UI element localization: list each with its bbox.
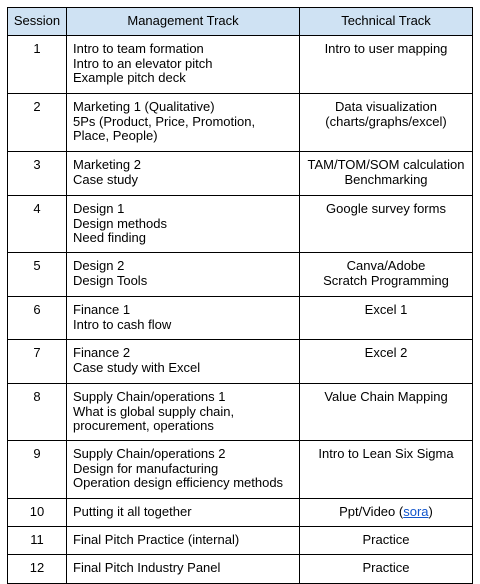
technical-cell xyxy=(300,555,473,584)
table-row xyxy=(8,441,473,499)
management-line: Case study with Excel xyxy=(73,359,201,375)
technical-cell xyxy=(300,499,473,527)
session-column-header: Session xyxy=(8,8,67,36)
technical-line: Intro to Lean Six Sigma xyxy=(318,446,454,461)
management-line: Marketing 1 (Qualitative) xyxy=(73,99,215,114)
session-number: 5 xyxy=(8,253,67,297)
schedule-sheet xyxy=(7,7,472,584)
technical-cell xyxy=(300,253,473,297)
management-track-column-header: Management Track xyxy=(67,8,300,36)
technical-line: Excel 2 xyxy=(364,345,408,360)
management-line: Design Tools xyxy=(73,272,148,288)
management-line: Need finding xyxy=(73,230,146,246)
technical-suffix: ) xyxy=(428,504,433,519)
management-cell xyxy=(67,340,300,384)
technical-line: Scratch Programming xyxy=(323,272,449,288)
sora-link[interactable]: sora xyxy=(403,504,429,519)
session-number: 12 xyxy=(8,555,67,584)
management-line: Supply Chain/operations 2 xyxy=(73,446,226,461)
management-line: Finance 2 xyxy=(73,345,131,360)
management-line: Design 2 xyxy=(73,258,125,273)
management-line: Intro to cash flow xyxy=(73,316,172,332)
management-line: 5Ps (Product, Price, Promotion, xyxy=(73,113,256,129)
technical-line: Value Chain Mapping xyxy=(324,389,448,404)
technical-line: Data visualization xyxy=(335,99,437,114)
table-row xyxy=(8,253,473,297)
management-line: Design 1 xyxy=(73,201,125,216)
management-cell xyxy=(67,253,300,297)
technical-cell xyxy=(300,527,473,555)
technical-cell xyxy=(300,340,473,384)
table-row xyxy=(8,527,473,555)
management-line: Final Pitch Practice (internal) xyxy=(73,532,240,547)
table-row xyxy=(8,94,473,152)
management-line: procurement, operations xyxy=(73,418,214,434)
session-number: 1 xyxy=(8,36,67,94)
technical-cell xyxy=(300,152,473,196)
management-line: Design for manufacturing xyxy=(73,460,219,476)
management-line: Finance 1 xyxy=(73,302,131,317)
table-row xyxy=(8,297,473,340)
management-line: Supply Chain/operations 1 xyxy=(73,389,226,404)
management-line: Putting it all together xyxy=(73,504,192,519)
table-row xyxy=(8,340,473,384)
management-cell xyxy=(67,94,300,152)
table-body xyxy=(8,36,473,584)
session-number: 10 xyxy=(8,499,67,527)
technical-line: Practice xyxy=(362,532,410,547)
technical-cell xyxy=(300,384,473,441)
table-row xyxy=(8,384,473,441)
management-line: Intro to team formation xyxy=(73,41,204,56)
table-row xyxy=(8,499,473,527)
technical-line: (charts/graphs/excel) xyxy=(325,113,447,129)
technical-cell xyxy=(300,36,473,94)
session-number: 8 xyxy=(8,384,67,441)
schedule-table xyxy=(7,7,473,584)
management-cell xyxy=(67,152,300,196)
technical-line: Benchmarking xyxy=(344,171,428,187)
session-number: 6 xyxy=(8,297,67,340)
table-row xyxy=(8,196,473,253)
technical-prefix: Ppt/Video ( xyxy=(339,504,404,519)
table-row xyxy=(8,36,473,94)
table-row xyxy=(8,555,473,584)
management-cell xyxy=(67,384,300,441)
management-line: Design methods xyxy=(73,215,167,231)
management-cell xyxy=(67,499,300,527)
management-line: Intro to an elevator pitch xyxy=(73,55,213,71)
management-line: Example pitch deck xyxy=(73,70,186,86)
table-row xyxy=(8,152,473,196)
technical-line: Intro to user mapping xyxy=(324,41,448,56)
header-row xyxy=(8,8,473,36)
session-number: 3 xyxy=(8,152,67,196)
technical-line: TAM/TOM/SOM calculation xyxy=(307,157,465,172)
technical-line: Google survey forms xyxy=(326,201,446,216)
management-line: What is global supply chain, xyxy=(73,403,235,419)
management-line: Marketing 2 xyxy=(73,157,141,172)
management-line: Operation design efficiency methods xyxy=(73,475,284,491)
management-cell xyxy=(67,196,300,253)
management-line: Final Pitch Industry Panel xyxy=(73,560,221,575)
session-number: 11 xyxy=(8,527,67,555)
technical-line: Practice xyxy=(362,560,410,575)
management-cell xyxy=(67,36,300,94)
session-number: 2 xyxy=(8,94,67,152)
session-number: 7 xyxy=(8,340,67,384)
management-line: Case study xyxy=(73,171,139,187)
technical-line: Excel 1 xyxy=(364,302,408,317)
management-cell xyxy=(67,555,300,584)
session-number: 9 xyxy=(8,441,67,499)
management-cell xyxy=(67,527,300,555)
technical-cell xyxy=(300,297,473,340)
technical-track-column-header: Technical Track xyxy=(300,8,473,36)
technical-cell xyxy=(300,196,473,253)
table-header xyxy=(8,8,473,36)
technical-cell xyxy=(300,441,473,499)
session-number: 4 xyxy=(8,196,67,253)
management-line: Place, People) xyxy=(73,128,158,144)
management-cell xyxy=(67,297,300,340)
technical-line xyxy=(300,505,472,520)
technical-cell xyxy=(300,94,473,152)
technical-line: Canva/Adobe xyxy=(346,258,426,273)
management-cell xyxy=(67,441,300,499)
